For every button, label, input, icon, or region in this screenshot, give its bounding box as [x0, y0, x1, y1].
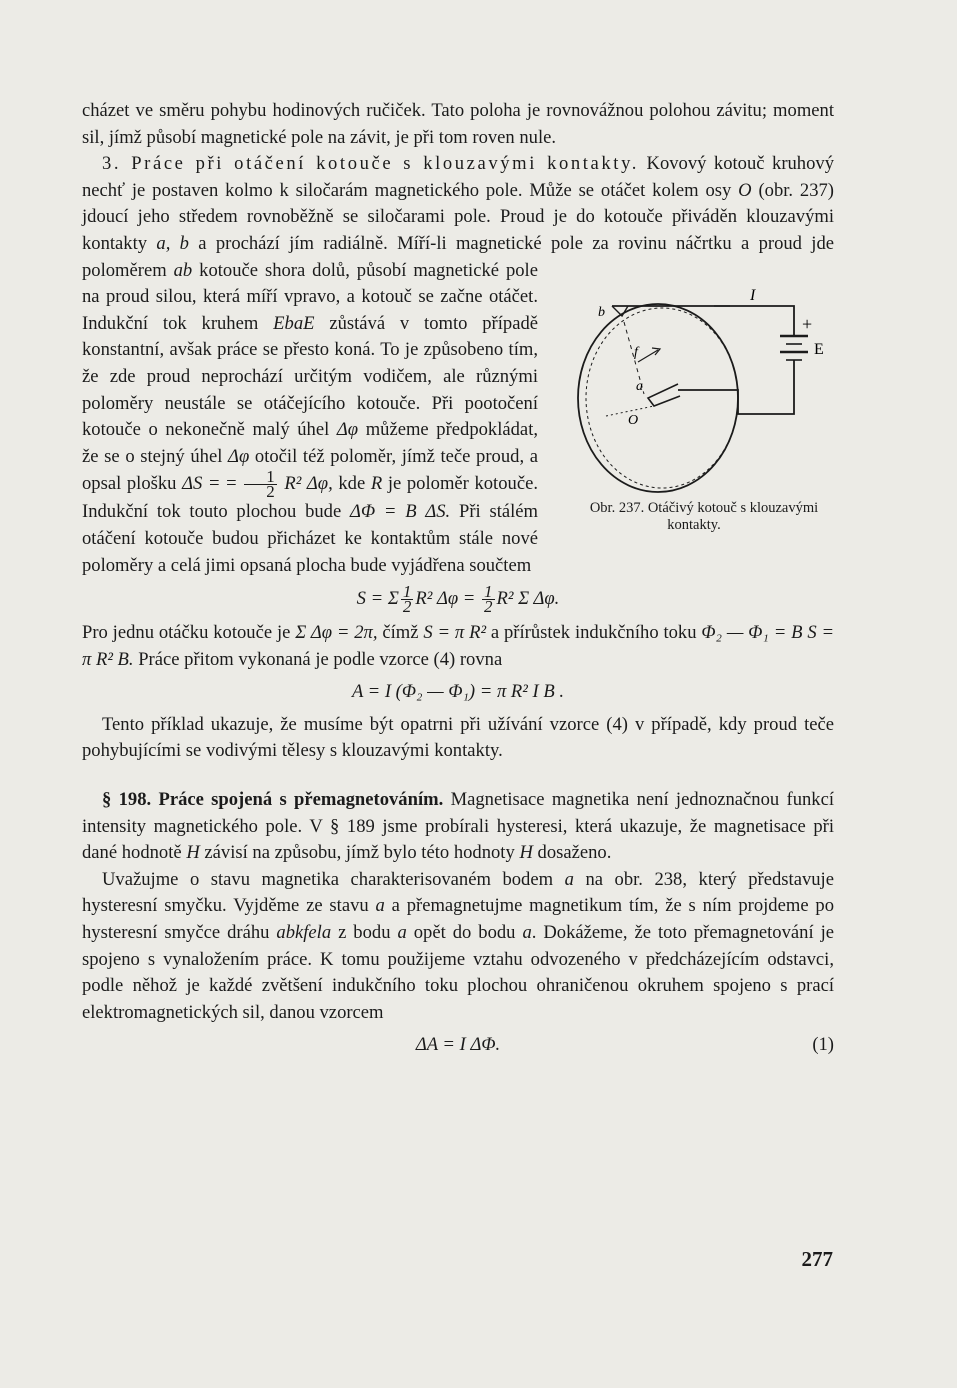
symbol: ΔΦ = B ΔS.	[350, 501, 451, 523]
denominator: 2	[402, 597, 412, 617]
page-body	[82, 98, 834, 1065]
text: z bodu	[338, 922, 391, 944]
symbol: a	[375, 895, 385, 917]
numerator: 1	[402, 582, 412, 602]
symbol: Σ Δφ = 2π,	[295, 622, 378, 644]
text: Uvažujme o stavu magnetika charakterisovaném bodem	[102, 868, 554, 890]
symbol: O	[738, 179, 752, 201]
equation-number: (1)	[812, 1034, 834, 1056]
text: na obr. 238, který představuje hysteresní smyčku. Vyjděme ze stavu	[82, 868, 834, 917]
symbol: a	[397, 922, 407, 944]
text: Tento příklad ukazuje, že musíme být opatrni při užívání vzorce (4) v případě, kdy proud teče pohybujícími se vodivými tělesy s klouzavými kontakty.	[82, 713, 834, 762]
text: zůstává v tomto případě konstantní, avšak práce se přesto koná. To je způsobeno tím, že zde proud neprochází určitým vodičem, ale různými poloměry neustále se otáčejícího kotouče. Při pootočení kotouče o nekonečně malý úhel	[82, 312, 539, 441]
text: Dokážeme, že toto přemagnetování je spojeno s vynaložením práce. K tomu použijeme vztahu odvozeného v předcházejícím odstavci, podle něhož je každé zvětšení indukčního toku plochou ohraničenou okruhem spojeno s prací elektromagnetických sil, danou vzorcem	[82, 922, 834, 1023]
eq-part: A = I (Φ₂ — Φ₁) = π R² I B .	[351, 681, 565, 703]
figure-237	[554, 266, 834, 534]
text: Pro jednu otáčku kotouče je	[82, 622, 291, 644]
disk-inner-edge	[586, 308, 738, 488]
symbol: H	[519, 842, 533, 864]
equation-work	[82, 679, 834, 706]
text: cházet ve směru pohybu hodinových ručiček. Tato poloha je rovnovážnou polohou závitu; moment sil, jímž působí magnetické pole na závit, je při tom roven nule.	[82, 100, 834, 148]
equation-sum	[82, 582, 834, 617]
disc-diagram	[554, 266, 834, 498]
wire-bottom	[678, 360, 794, 414]
label-I: I	[750, 286, 756, 304]
label-O: O	[628, 412, 639, 428]
label-a: a	[636, 378, 643, 394]
symbol: Δφ	[228, 445, 250, 467]
text: (obr. 237) jdoucí jeho středem rovnoběžně se siločarami pole. Proud je do kotouče přiváděn klouzavými kontakty	[82, 179, 834, 254]
paragraph-example	[82, 712, 834, 765]
section-title: § 198. Práce spojená s přemagnetováním.	[102, 789, 444, 811]
text: je poloměr kotouče. Indukční tok touto plochou bude	[82, 473, 538, 523]
text: můžeme předpokládat, že se o stejný úhel	[82, 419, 539, 467]
symbol: Δφ	[336, 419, 359, 441]
text: Magnetisace magnetika není jednoznačnou funkcí intensity magnetického pole. V § 189 jsme probírali hysteresi, která ukazuje, že magnetisace při dané hodnotě	[82, 789, 834, 864]
fraction-half	[401, 582, 414, 617]
equation-final	[82, 1032, 834, 1059]
denominator: 2	[484, 597, 493, 617]
label-b: b	[598, 304, 605, 320]
eq-part: R² Δφ =	[415, 587, 476, 609]
symbol: abkfela	[276, 922, 332, 944]
text: =	[226, 473, 243, 495]
paragraph-last: Uvažujme o stavu magnetika charakterisovaném bodem a na obr. 238, který představuje hysteresní smyčku. Vyjděme ze stavu a a přemagnetujme magnetikum tím, že s ním projdeme po hysteresní smyčce dráhu abkfela z bodu a opět do bodu a. Dokážeme, že toto přemagnetování je spojeno s vynaložením práce. K tomu použijeme vztahu odvozeného v předcházejícím odstavci, podle něhož je každé zvětšení indukčního toku plochou ohraničenou okruhem spojeno s prací elektromagnetických sil, danou vzorcem	[82, 868, 834, 1023]
fraction-half	[244, 467, 277, 502]
text: a přírůstek indukčního toku	[490, 622, 697, 644]
text: a prochází jím radiálně. Míří-li magnetické pole za rovinu náčrtku a proud jde poloměrem	[82, 232, 834, 281]
eq-part: R² Σ Δφ.	[496, 587, 560, 609]
text: kde	[338, 473, 366, 495]
eq-part: S = Σ	[356, 587, 399, 609]
text: opět do bodu	[413, 922, 516, 944]
item-heading: 3. Práce při otáčení kotouče s klouzavými kontakty.	[102, 153, 640, 175]
symbol: R² Δφ,	[284, 473, 333, 495]
symbol: ΔS =	[182, 473, 221, 495]
fraction-half	[482, 582, 495, 617]
text: čímž	[382, 622, 419, 644]
symbol: S = π R²	[423, 622, 487, 644]
text: kotouče shora dolů, působí magnetické pole na proud silou, která míří vpravo, a kotouč se začne otáčet. Indukční tok kruhem	[82, 259, 538, 334]
label-plus: +	[802, 313, 813, 334]
symbol: R	[370, 473, 383, 495]
label-E: E	[814, 340, 824, 358]
paragraph-item-3	[82, 151, 834, 579]
symbol: a	[564, 868, 574, 890]
text: otočil též poloměr, jímž teče proud, a opsal plošku	[82, 445, 539, 495]
symbol: a, b	[156, 232, 189, 254]
text: a přemagnetujme magnetikum tím, že s ním projdeme po hysteresní smyčce dráhu	[82, 895, 834, 944]
symbol: H	[186, 842, 200, 864]
text: dosaženo.	[537, 842, 612, 864]
symbol: EbaE	[273, 312, 315, 334]
text: Kovový kotouč kruhový nechť je postaven kolmo k siločarám magnetického pole. Může se otáčet kolem osy	[82, 153, 834, 201]
numerator: 1	[244, 470, 277, 485]
numerator: 1	[484, 582, 493, 602]
symbol: Φ₂ — Φ₁ = B S = π R² B.	[82, 622, 835, 670]
text: závisí na způsobu, jímž bylo této hodnoty	[204, 842, 515, 864]
text: Při stálém otáčení kotouče budou přicházet ke kontaktům stále nové poloměry a celá jimi opsaná plocha bude vyjádřena součtem	[82, 501, 538, 576]
symbol: ab	[173, 259, 193, 281]
symbol: a	[522, 922, 532, 944]
spacer	[82, 765, 834, 787]
denominator: 2	[266, 482, 275, 502]
label-f: f	[634, 344, 638, 360]
eq-part: ΔA = I ΔΦ.	[415, 1034, 501, 1056]
figure-caption: Obr. 237. Otáčivý kotouč s klouzavými kontakty.	[589, 499, 819, 533]
section-198	[82, 787, 834, 867]
text: Práce přitom vykonaná je podle vzorce (4) rovna	[138, 648, 503, 670]
paragraph-1	[82, 98, 834, 151]
paragraph-turn	[82, 620, 834, 673]
page-number: 277	[801, 1247, 833, 1271]
